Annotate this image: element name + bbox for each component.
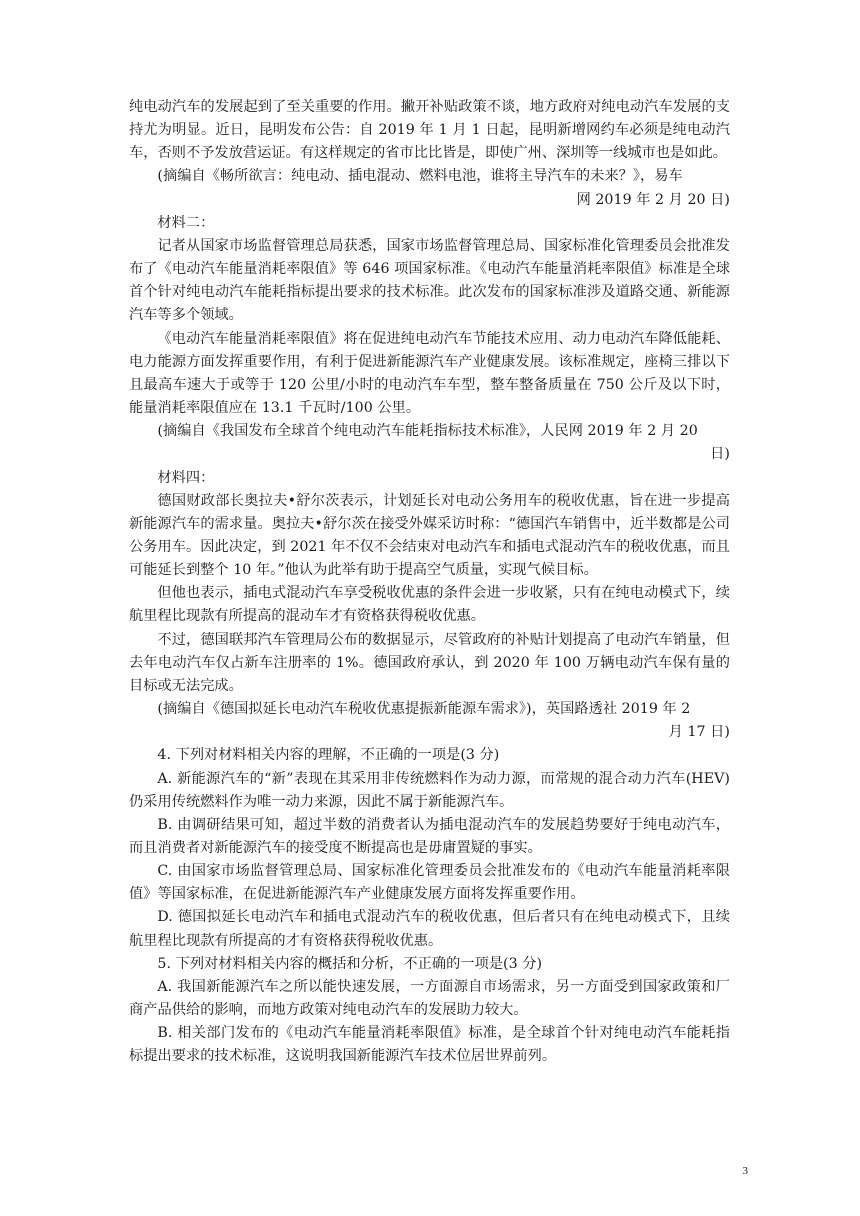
paragraph-continuation: 纯电动汽车的发展起到了至关重要的作用。撇开补贴政策不谈，地方政府对纯电动汽车发展的支持尤为明显。近日，昆明发布公告：自 2019 年 1 月 1 日起，昆明新增网约车必须是纯电动汽车，否则不予发放营运证。有这样规定的省市比比皆是，即使广州、深圳等一线城市也是如此。 — [129, 99, 730, 162]
page-number: 3 — [742, 1165, 748, 1177]
question-4-stem: 4. 下列对材料相关内容的理解，不正确的一项是(3 分) — [157, 747, 500, 764]
material-four-heading: 材料四： — [157, 469, 215, 486]
question-4-option-d: D. 德国拟延长电动汽车和插电式混动汽车的税收优惠，但后者只有在纯电动模式下，且续航里程比现款有所提高的才有资格获得税收优惠。 — [129, 909, 730, 949]
paragraph-material-four-2: 但他也表示，插电式混动汽车享受税收优惠的条件会进一步收紧，只有在纯电动模式下，续航里程比现款有所提高的混动车才有资格获得税收优惠。 — [129, 585, 730, 625]
source-citation-4: (摘编自《德国拟延长电动汽车税收优惠提振新能源车需求》)，英国路透社 2019 年 2 — [157, 701, 691, 718]
question-4-option-b: B. 由调研结果可知，超过半数的消费者认为插电混动汽车的发展趋势要好于纯电动汽车，而且消费者对新能源汽车的接受度不断提高也是毋庸置疑的事实。 — [129, 816, 730, 856]
source-citation-1-date: 网 2019 年 2 月 20 日) — [576, 191, 730, 208]
material-two-heading: 材料二： — [157, 214, 215, 231]
question-4-option-a: A. 新能源汽车的“新”表现在其采用非传统燃料作为动力源，而常规的混合动力汽车(HEV)仍采用传统燃料作为唯一动力来源，因此不属于新能源汽车。 — [129, 770, 730, 810]
source-citation-1: (摘编自《畅所欲言：纯电动、插电混动、燃料电池，谁将主导汽车的未来？》，易车 — [157, 168, 683, 185]
question-5-option-a: A. 我国新能源汽车之所以能快速发展，一方面源自市场需求，另一方面受到国家政策和厂商产品供给的影响，而地方政策对纯电动汽车的发展助力较大。 — [129, 978, 730, 1019]
question-5-stem: 5. 下列对材料相关内容的概括和分析，不正确的一项是(3 分) — [157, 955, 543, 972]
paragraph-material-two-2: 《电动汽车能量消耗率限值》将在促进纯电动汽车节能技术应用、动力电动汽车降低能耗、电力能源方面发挥重要作用，有利于促进新能源汽车产业健康发展。该标准规定，座椅三排以下且最高车速大于或等于 120 公里/小时的电动汽车车型，整车整备质量在 750 公斤及以下时，能量消耗率限值应在 13.1 千瓦时/100 公里。 — [129, 330, 730, 417]
paragraph-material-two-1: 记者从国家市场监督管理总局获悉，国家市场监督管理总局、国家标准化管理委员会批准发布了《电动汽车能量消耗率限值》等 646 项国家标准。《电动汽车能量消耗率限值》标准是全球首个针对纯电动汽车能耗指标提出要求的技术标准。此次发布的国家标准涉及道路交通、新能源汽车等多个领域。 — [129, 237, 730, 324]
paragraph-material-four-1: 德国财政部长奥拉夫•舒尔茨表示，计划延长对电动公务用车的税收优惠，旨在进一步提高新能源汽车的需求量。奥拉夫•舒尔茨在接受外媒采访时称：“德国汽车销售中，近半数都是公司公务用车。因此决定，到 2021 年不仅不会结束对电动汽车和插电式混动汽车的税收优惠，而且可能延长到整个 10 年。”他认为此举有助于提高空气质量，实现气候目标。 — [129, 492, 730, 579]
document-page — [129, 96, 730, 1069]
paragraph-material-four-3: 不过，德国联邦汽车管理局公布的数据显示，尽管政府的补贴计划提高了电动汽车销量，但去年电动汽车仅占新车注册率的 1%。德国政府承认，到 2020 年 100 万辆电动汽车保有量的目标或无法完成。 — [129, 631, 730, 694]
source-citation-2: (摘编自《我国发布全球首个纯电动汽车能耗指标技术标准》，人民网 2019 年 2 月 20 — [157, 423, 698, 440]
source-citation-4-date: 月 17 日) — [668, 724, 730, 741]
question-4-option-c: C. 由国家市场监督管理总局、国家标准化管理委员会批准发布的《电动汽车能量消耗率限值》等国家标准，在促进新能源汽车产业健康发展方面将发挥重要作用。 — [129, 863, 730, 903]
source-citation-2-date: 日) — [710, 446, 730, 463]
question-5-option-b: B. 相关部门发布的《电动汽车能量消耗率限值》标准，是全球首个针对纯电动汽车能耗指标提出要求的技术标准，这说明我国新能源汽车技术位居世界前列。 — [129, 1025, 730, 1065]
